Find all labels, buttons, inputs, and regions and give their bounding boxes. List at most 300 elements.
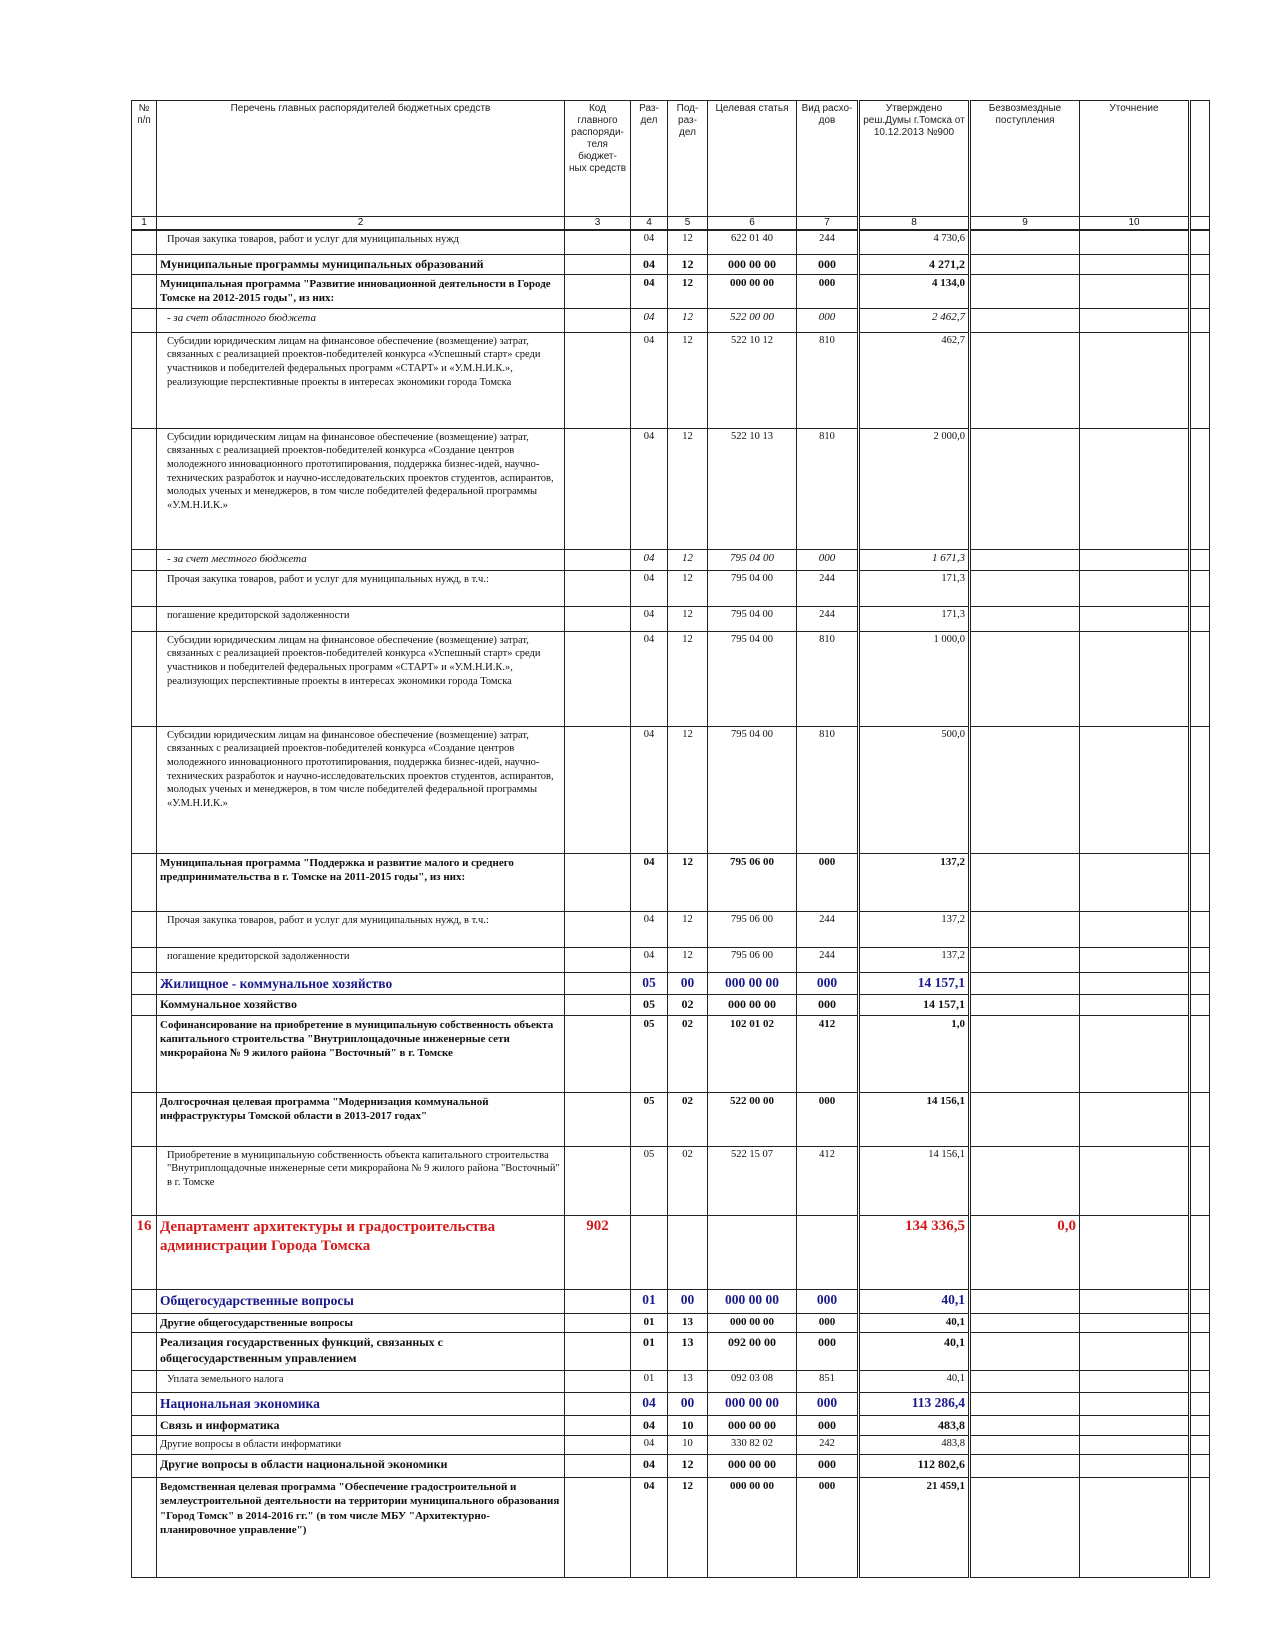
row-expense-type: 242: [797, 1436, 859, 1455]
row-podrazdel: 12: [668, 947, 708, 972]
row-name: Субсидии юридическим лицам на финансовое обеспечение (возмещение) затрат, связанных с реализацией проектов-победителей конкурса «Создание центров молодежного инновационного прототипирования, поддержка бизнес-идей, научно-технических разработок и научно-исследовательских проектов студентов, аспирантов, молодых ученых и менеджеров, в том числе победителей федеральной программы «У.М.Н.И.К.»: [157, 726, 565, 853]
row-approved: 4 134,0: [859, 275, 970, 309]
table-row: [132, 1092, 1210, 1146]
row-clarification: [1080, 308, 1190, 332]
table-row: [132, 275, 1210, 309]
row-code: [565, 1146, 631, 1215]
row-podrazdel: 13: [668, 1333, 708, 1371]
column-number-row: [132, 217, 1210, 231]
header-clarification: Уточнение: [1080, 101, 1190, 217]
row-razdel: 04: [631, 332, 668, 428]
row-target-article: 000 00 00: [708, 275, 797, 309]
table-row: [132, 1454, 1210, 1477]
row-name: Муниципальные программы муниципальных образований: [157, 254, 565, 275]
row-code: [565, 230, 631, 254]
row-razdel: 04: [631, 254, 668, 275]
row-code: [565, 308, 631, 332]
row-target-article: 000 00 00: [708, 995, 797, 1016]
row-name: Муниципальная программа "Развитие инновационной деятельности в Городе Томске на 2012-2015 годы", из них:: [157, 275, 565, 309]
row-expense-type: 000: [797, 1454, 859, 1477]
row-gratuitous: [970, 254, 1080, 275]
row-podrazdel: 12: [668, 549, 708, 570]
row-name: Субсидии юридическим лицам на финансовое обеспечение (возмещение) затрат, связанных с реализацией проектов-победителей конкурса «Создание центров молодежного инновационного прототипирования, поддержка бизнес-идей, научно-технических разработок и научно-исследовательских проектов студентов, аспирантов, молодых ученых и менеджеров, в том числе победителей федеральной программы «У.М.Н.И.К.»: [157, 428, 565, 549]
row-number: [132, 606, 157, 631]
row-code: [565, 606, 631, 631]
row-code: [565, 911, 631, 947]
table-row: [132, 254, 1210, 275]
table-row: [132, 570, 1210, 606]
row-expense-type: 244: [797, 570, 859, 606]
row-expense-type: 000: [797, 549, 859, 570]
row-code: [565, 972, 631, 995]
row-target-article: 000 00 00: [708, 1313, 797, 1332]
row-razdel: 05: [631, 1015, 668, 1092]
row-expense-type: 000: [797, 995, 859, 1016]
row-number: [132, 570, 157, 606]
row-approved: 171,3: [859, 570, 970, 606]
row-expense-type: 244: [797, 947, 859, 972]
row-name: Ведомственная целевая программа "Обеспечение градостроительной и землеустроительной деятельности на территории муниципального образования "Город Томск" в 2014-2016 гг." (в том числе МБУ "Архитектурно-планировочное управление"): [157, 1477, 565, 1577]
row-code: [565, 1393, 631, 1416]
row-podrazdel: 12: [668, 308, 708, 332]
row-podrazdel: 12: [668, 631, 708, 726]
row-approved: 40,1: [859, 1313, 970, 1332]
row-number: [132, 1015, 157, 1092]
col-number: 3: [565, 217, 631, 231]
header-podrazdel: Под- раз- дел: [668, 101, 708, 217]
row-target-article: 000 00 00: [708, 1393, 797, 1416]
row-target-article: 795 04 00: [708, 549, 797, 570]
row-name: Субсидии юридическим лицам на финансовое обеспечение (возмещение) затрат, связанных с реализацией проектов-победителей конкурса «Успешный старт» среди участников и победителей федеральных программ «СТАРТ» и «У.М.Н.И.К.», реализующие перспективные проекты в интересах экономики города Томска: [157, 332, 565, 428]
row-expense-type: 810: [797, 726, 859, 853]
row-name: погашение кредиторской задолженности: [157, 947, 565, 972]
row-gratuitous: [970, 1415, 1080, 1436]
row-expense-type: 244: [797, 911, 859, 947]
row-clarification: [1080, 853, 1190, 911]
row-number: [132, 1371, 157, 1393]
row-gratuitous: [970, 428, 1080, 549]
row-target-article: 000 00 00: [708, 254, 797, 275]
row-clarification: [1080, 972, 1190, 995]
table-row: [132, 1477, 1210, 1577]
row-clarification: [1080, 254, 1190, 275]
row-name: Жилищное - коммунальное хозяйство: [157, 972, 565, 995]
table-row: [132, 1333, 1210, 1371]
row-number: [132, 995, 157, 1016]
row-approved: 137,2: [859, 947, 970, 972]
row-podrazdel: 12: [668, 853, 708, 911]
row-clarification: [1080, 1146, 1190, 1215]
row-number: [132, 1146, 157, 1215]
row-name: Общегосударственные вопросы: [157, 1289, 565, 1313]
header-gratuitous: Безвозмездные поступления: [970, 101, 1080, 217]
table-row: [132, 995, 1210, 1016]
row-code: [565, 1454, 631, 1477]
row-approved: 1 671,3: [859, 549, 970, 570]
row-podrazdel: 12: [668, 570, 708, 606]
row-code: [565, 1015, 631, 1092]
row-expense-type: 000: [797, 1092, 859, 1146]
row-podrazdel: 12: [668, 230, 708, 254]
row-number: [132, 853, 157, 911]
header-target-article: Целевая статья: [708, 101, 797, 217]
row-expense-type: 000: [797, 308, 859, 332]
row-podrazdel: 12: [668, 911, 708, 947]
row-clarification: [1080, 428, 1190, 549]
row-target-article: 795 06 00: [708, 853, 797, 911]
row-clarification: [1080, 549, 1190, 570]
row-expense-type: 000: [797, 972, 859, 995]
row-code: [565, 549, 631, 570]
row-target-article: 622 01 40: [708, 230, 797, 254]
row-approved: 483,8: [859, 1415, 970, 1436]
table-row: [132, 1436, 1210, 1455]
row-expense-type: 412: [797, 1015, 859, 1092]
table-row: [132, 332, 1210, 428]
row-name: - за счет местного бюджета: [157, 549, 565, 570]
row-name: Другие вопросы в области национальной экономики: [157, 1454, 565, 1477]
row-gratuitous: [970, 853, 1080, 911]
row-approved: 500,0: [859, 726, 970, 853]
table-row: [132, 1415, 1210, 1436]
row-gratuitous: [970, 332, 1080, 428]
row-code: [565, 1333, 631, 1371]
row-number: [132, 1092, 157, 1146]
row-expense-type: 000: [797, 1415, 859, 1436]
row-razdel: 04: [631, 726, 668, 853]
row-expense-type: 810: [797, 332, 859, 428]
table-row: [132, 1215, 1210, 1289]
row-name: Муниципальная программа "Поддержка и развитие малого и среднего предпринимательства в г. Томске на 2011-2015 годы", из них:: [157, 853, 565, 911]
row-clarification: [1080, 1477, 1190, 1577]
row-gratuitous: [970, 570, 1080, 606]
row-podrazdel: 12: [668, 275, 708, 309]
row-clarification: [1080, 911, 1190, 947]
row-approved: 14 157,1: [859, 972, 970, 995]
row-clarification: [1080, 275, 1190, 309]
row-razdel: 04: [631, 275, 668, 309]
row-razdel: 04: [631, 1454, 668, 1477]
table-row: [132, 230, 1210, 254]
row-approved: 40,1: [859, 1333, 970, 1371]
row-expense-type: 000: [797, 254, 859, 275]
row-podrazdel: 02: [668, 1092, 708, 1146]
col-number: 8: [859, 217, 970, 231]
row-target-article: 000 00 00: [708, 1289, 797, 1313]
header-expense-type: Вид расхо- дов: [797, 101, 859, 217]
row-target-article: 522 10 12: [708, 332, 797, 428]
row-approved: 4 271,2: [859, 254, 970, 275]
row-code: [565, 570, 631, 606]
row-gratuitous: [970, 1289, 1080, 1313]
row-clarification: [1080, 1092, 1190, 1146]
row-expense-type: 000: [797, 853, 859, 911]
header-code: Код главного распоряди- теля бюджет- ных средств: [565, 101, 631, 217]
row-gratuitous: [970, 1015, 1080, 1092]
row-expense-type: 000: [797, 1477, 859, 1577]
col-number: 4: [631, 217, 668, 231]
row-name: Департамент архитектуры и градостроительства администрации Города Томска: [157, 1215, 565, 1289]
table-row: [132, 1015, 1210, 1092]
table-row: [132, 1146, 1210, 1215]
row-podrazdel: 13: [668, 1371, 708, 1393]
row-podrazdel: 10: [668, 1415, 708, 1436]
row-name: Прочая закупка товаров, работ и услуг для муниципальных нужд: [157, 230, 565, 254]
row-name: Приобретение в муниципальную собственность объекта капитального строительства "Внутриплощадочные инженерные сети микрорайона № 9 жилого района "Восточный" в г. Томске: [157, 1146, 565, 1215]
table-row: [132, 911, 1210, 947]
row-code: [565, 853, 631, 911]
header-row: [132, 101, 1210, 217]
row-approved: 2 462,7: [859, 308, 970, 332]
row-target-article: 102 01 02: [708, 1015, 797, 1092]
table-row: [132, 428, 1210, 549]
row-clarification: [1080, 1015, 1190, 1092]
header-razdel: Раз- дел: [631, 101, 668, 217]
col-number: 7: [797, 217, 859, 231]
header-num: № п/п: [132, 101, 157, 217]
row-expense-type: [797, 1215, 859, 1289]
table-row: [132, 606, 1210, 631]
row-expense-type: 000: [797, 1289, 859, 1313]
row-target-article: 522 00 00: [708, 308, 797, 332]
row-razdel: 04: [631, 428, 668, 549]
table-row: [132, 631, 1210, 726]
row-number: [132, 230, 157, 254]
row-podrazdel: 12: [668, 606, 708, 631]
row-gratuitous: [970, 1333, 1080, 1371]
row-number: [132, 1477, 157, 1577]
row-number: [132, 972, 157, 995]
row-name: Уплата земельного налога: [157, 1371, 565, 1393]
row-razdel: 04: [631, 947, 668, 972]
row-podrazdel: 10: [668, 1436, 708, 1455]
row-number: [132, 275, 157, 309]
row-podrazdel: 00: [668, 1289, 708, 1313]
row-razdel: 01: [631, 1371, 668, 1393]
row-gratuitous: [970, 972, 1080, 995]
row-clarification: [1080, 1215, 1190, 1289]
row-approved: 14 156,1: [859, 1146, 970, 1215]
row-gratuitous: [970, 726, 1080, 853]
row-target-article: 092 03 08: [708, 1371, 797, 1393]
row-clarification: [1080, 606, 1190, 631]
row-target-article: 795 04 00: [708, 631, 797, 726]
row-approved: 1 000,0: [859, 631, 970, 726]
row-expense-type: 810: [797, 631, 859, 726]
row-gratuitous: [970, 1454, 1080, 1477]
row-clarification: [1080, 631, 1190, 726]
row-number: [132, 1454, 157, 1477]
row-gratuitous: [970, 1092, 1080, 1146]
row-gratuitous: [970, 1371, 1080, 1393]
row-name: Коммунальное хозяйство: [157, 995, 565, 1016]
row-podrazdel: 13: [668, 1313, 708, 1332]
row-clarification: [1080, 1289, 1190, 1313]
row-clarification: [1080, 947, 1190, 972]
row-gratuitous: [970, 549, 1080, 570]
row-expense-type: 810: [797, 428, 859, 549]
row-name: Софинансирование на приобретение в муниципальную собственность объекта капитального строительства "Внутриплощадочные инженерные сети микрорайона № 9 жилого района "Восточный" в г. Томске: [157, 1015, 565, 1092]
row-razdel: 04: [631, 631, 668, 726]
row-target-article: 092 00 00: [708, 1333, 797, 1371]
row-target-article: 522 00 00: [708, 1092, 797, 1146]
row-code: [565, 947, 631, 972]
row-razdel: 04: [631, 911, 668, 947]
row-approved: 113 286,4: [859, 1393, 970, 1416]
table-row: [132, 1313, 1210, 1332]
row-razdel: 01: [631, 1333, 668, 1371]
row-clarification: [1080, 1313, 1190, 1332]
row-podrazdel: 12: [668, 428, 708, 549]
row-target-article: 522 10 13: [708, 428, 797, 549]
row-expense-type: 851: [797, 1371, 859, 1393]
row-number: [132, 1415, 157, 1436]
row-clarification: [1080, 1393, 1190, 1416]
table-row: [132, 972, 1210, 995]
row-code: [565, 1092, 631, 1146]
row-number: [132, 549, 157, 570]
budget-table-page: [131, 100, 1210, 1578]
row-razdel: 04: [631, 1436, 668, 1455]
row-expense-type: 000: [797, 1393, 859, 1416]
row-name: Прочая закупка товаров, работ и услуг для муниципальных нужд, в т.ч.:: [157, 570, 565, 606]
row-code: [565, 1436, 631, 1455]
header-approved: Утверждено реш.Думы г.Томска от 10.12.2013 №900: [859, 101, 970, 217]
row-clarification: [1080, 1333, 1190, 1371]
row-gratuitous: [970, 230, 1080, 254]
row-approved: 134 336,5: [859, 1215, 970, 1289]
row-razdel: 05: [631, 972, 668, 995]
row-target-article: 330 82 02: [708, 1436, 797, 1455]
row-number: [132, 1333, 157, 1371]
row-razdel: 04: [631, 549, 668, 570]
row-gratuitous: [970, 911, 1080, 947]
row-podrazdel: [668, 1215, 708, 1289]
row-expense-type: 000: [797, 275, 859, 309]
row-name: Связь и информатика: [157, 1415, 565, 1436]
table-row: [132, 308, 1210, 332]
row-number: [132, 254, 157, 275]
row-target-article: 795 04 00: [708, 570, 797, 606]
row-approved: 40,1: [859, 1371, 970, 1393]
row-podrazdel: 12: [668, 254, 708, 275]
row-gratuitous: [970, 1313, 1080, 1332]
row-code: [565, 631, 631, 726]
row-podrazdel: 12: [668, 1477, 708, 1577]
row-target-article: 795 04 00: [708, 726, 797, 853]
row-approved: 14 156,1: [859, 1092, 970, 1146]
col-number: 2: [157, 217, 565, 231]
row-name: - за счет областного бюджета: [157, 308, 565, 332]
row-target-article: 000 00 00: [708, 1454, 797, 1477]
row-clarification: [1080, 1436, 1190, 1455]
table-body: [132, 230, 1210, 1577]
row-razdel: 01: [631, 1289, 668, 1313]
row-gratuitous: [970, 1146, 1080, 1215]
col-number: 6: [708, 217, 797, 231]
row-number: [132, 1436, 157, 1455]
row-gratuitous: [970, 1393, 1080, 1416]
row-number: [132, 1393, 157, 1416]
row-gratuitous: [970, 308, 1080, 332]
row-approved: 1,0: [859, 1015, 970, 1092]
row-approved: 171,3: [859, 606, 970, 631]
row-gratuitous: [970, 947, 1080, 972]
row-expense-type: 244: [797, 606, 859, 631]
budget-table: [131, 100, 1210, 1578]
row-name: Субсидии юридическим лицам на финансовое обеспечение (возмещение) затрат, связанных с реализацией проектов-победителей конкурса «Успешный старт» среди участников и победителей федеральных программ «СТАРТ» и «У.М.Н.И.К.», реализующих перспективные проекты в интересах экономики города Томска: [157, 631, 565, 726]
row-podrazdel: 12: [668, 726, 708, 853]
col-number: 5: [668, 217, 708, 231]
row-razdel: 04: [631, 853, 668, 911]
row-approved: 21 459,1: [859, 1477, 970, 1577]
row-code: [565, 1371, 631, 1393]
col-number: 10: [1080, 217, 1190, 231]
row-clarification: [1080, 1371, 1190, 1393]
row-target-article: 000 00 00: [708, 972, 797, 995]
row-number: [132, 332, 157, 428]
row-name: Реализация государственных функций, связанных с общегосударственным управлением: [157, 1333, 565, 1371]
row-approved: 462,7: [859, 332, 970, 428]
row-code: [565, 1313, 631, 1332]
row-razdel: 05: [631, 1146, 668, 1215]
row-approved: 483,8: [859, 1436, 970, 1455]
table-row: [132, 1371, 1210, 1393]
table-row: [132, 1289, 1210, 1313]
row-razdel: 04: [631, 308, 668, 332]
row-clarification: [1080, 570, 1190, 606]
row-podrazdel: 12: [668, 1454, 708, 1477]
row-clarification: [1080, 726, 1190, 853]
row-code: 902: [565, 1215, 631, 1289]
row-code: [565, 428, 631, 549]
row-number: [132, 428, 157, 549]
row-razdel: [631, 1215, 668, 1289]
row-podrazdel: 02: [668, 1146, 708, 1215]
row-number: 16: [132, 1215, 157, 1289]
row-razdel: 04: [631, 1477, 668, 1577]
row-clarification: [1080, 1454, 1190, 1477]
header-name: Перечень главных распорядителей бюджетных средств: [157, 101, 565, 217]
row-name: Прочая закупка товаров, работ и услуг для муниципальных нужд, в т.ч.:: [157, 911, 565, 947]
row-name: Национальная экономика: [157, 1393, 565, 1416]
row-expense-type: 000: [797, 1333, 859, 1371]
row-number: [132, 1313, 157, 1332]
row-podrazdel: 12: [668, 332, 708, 428]
row-target-article: 000 00 00: [708, 1415, 797, 1436]
table-row: [132, 1393, 1210, 1416]
row-podrazdel: 00: [668, 1393, 708, 1416]
row-name: Долгосрочная целевая программа "Модернизация коммунальной инфраструктуры Томской области в 2013-2017 годах": [157, 1092, 565, 1146]
row-approved: 40,1: [859, 1289, 970, 1313]
row-approved: 137,2: [859, 911, 970, 947]
row-approved: 14 157,1: [859, 995, 970, 1016]
row-code: [565, 1415, 631, 1436]
row-target-article: [708, 1215, 797, 1289]
row-razdel: 04: [631, 570, 668, 606]
row-clarification: [1080, 230, 1190, 254]
row-number: [132, 1289, 157, 1313]
col-number: 9: [970, 217, 1080, 231]
row-clarification: [1080, 995, 1190, 1016]
row-target-article: 795 04 00: [708, 606, 797, 631]
row-target-article: 795 06 00: [708, 911, 797, 947]
row-gratuitous: [970, 631, 1080, 726]
row-gratuitous: [970, 606, 1080, 631]
row-podrazdel: 02: [668, 1015, 708, 1092]
row-code: [565, 1477, 631, 1577]
row-razdel: 05: [631, 1092, 668, 1146]
